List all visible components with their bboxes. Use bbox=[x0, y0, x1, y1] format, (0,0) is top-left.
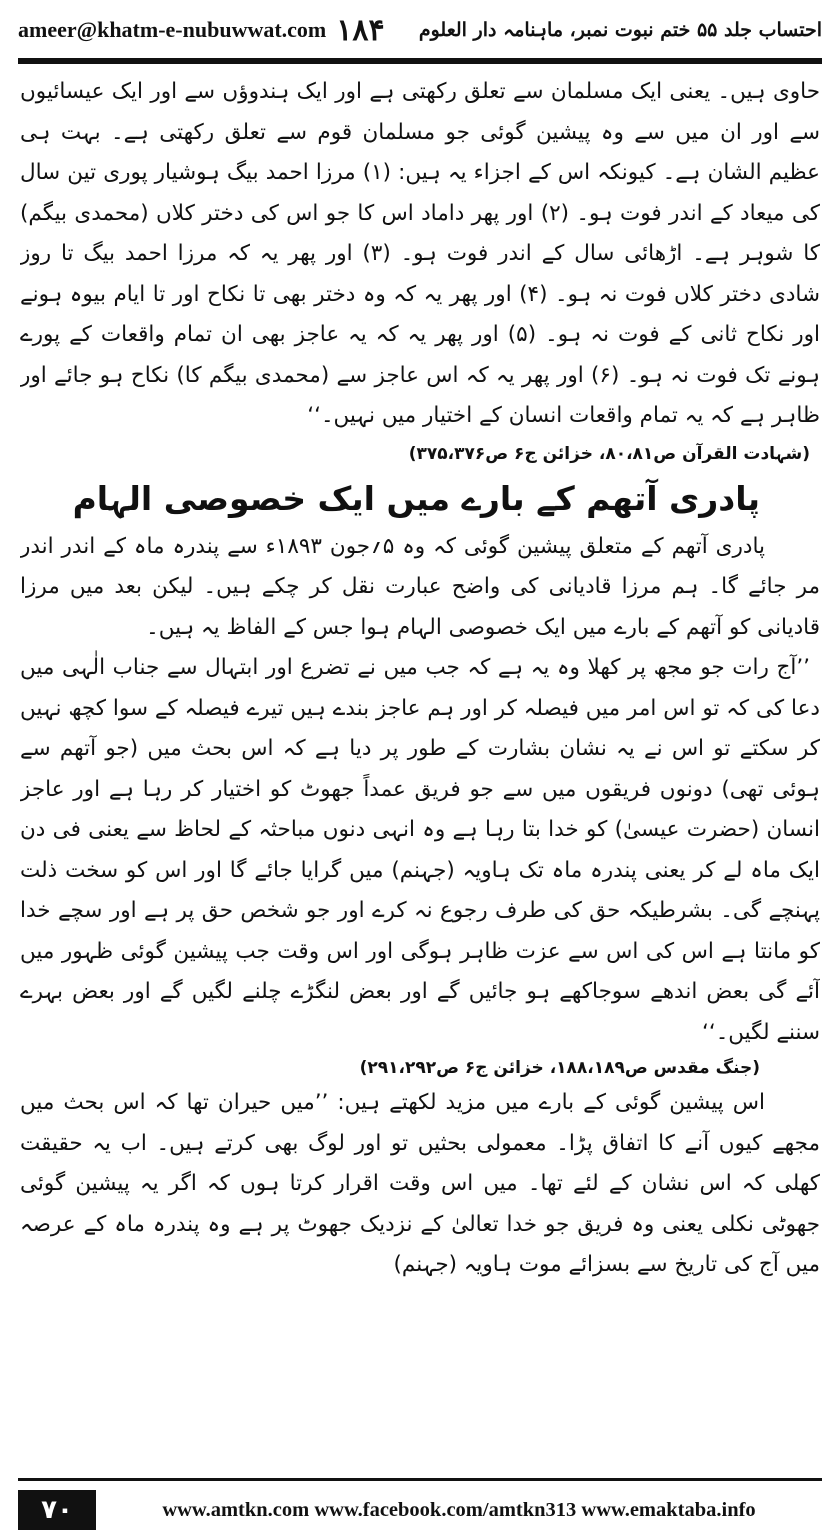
paragraph-3: اس پیشین گوئی کے بارے میں مزید لکھتے ہیں: ’’میں حیران تھا کہ اس بحث میں مجھے کیوں آنے کا اتفاق پڑا۔ معمولی بحثیں تو اور لوگ بھی کرتے ہیں۔ اب یہ حقیقت کھلی کہ اس نشان کے لئے تھا۔ میں اس وقت اقرار کرتا ہوں کہ اگر یہ پیشین گوئی جھوٹی نکلی یعنی وہ فریق جو خدا تعالیٰ کے نزدیک جھوٹ پر ہے وہ پندرہ ماہ کے عرصہ میں آج کی تاریخ سے بسزائے موت ہاویہ (جہنم) bbox=[20, 1090, 820, 1277]
header-left bbox=[18, 13, 385, 48]
paragraph-1: حاوی ہیں۔ یعنی ایک مسلمان سے تعلق رکھتی ہے اور ایک ہندوؤں سے اور ایک عیسائیوں سے اور ان میں سے وہ پیشین گوئی جو مسلمان قوم سے تعلق رکھتی ہے۔ بہت ہی عظیم الشان ہے۔ کیونکہ اس کے اجزاء یہ ہیں: (۱) مرزا احمد بیگ ہوشیار پوری تین سال کی میعاد کے اندر فوت ہو۔ (۲) اور پھر داماد اس کا جو اس کی دختر کلاں (محمدی بیگم) کا شوہر ہے۔ اڑھائی سال کے اندر فوت ہو۔ (۳) اور پھر یہ کہ مرزا احمد بیگ تا روز شادی دختر کلاں فوت نہ ہو۔ (۴) اور پھر یہ کہ وہ دختر بھی تا نکاح اور تا ایام بیوہ ہونے اور نکاح ثانی کے فوت نہ ہو۔ (۵) اور پھر یہ کہ یہ عاجز بھی ان تمام واقعات کے پورے ہونے تک فوت نہ ہو۔ (۶) اور پھر یہ کہ اس عاجز سے (محمدی بیگم کا) نکاح ہو جائے اور ظاہر ہے کہ یہ تمام واقعات انسان کے اختیار میں نہیں۔‘‘ bbox=[20, 79, 820, 428]
header-page-number: ۱۸۴ bbox=[336, 12, 385, 48]
citation-2: (جنگ مقدس ص۱۸۸،۱۸۹، خزائن ج۶ ص۲۹۱،۲۹۲) bbox=[359, 1058, 760, 1078]
footer-urls: www.amtkn.com www.facebook.com/amtkn313 www.emaktaba.info bbox=[162, 1498, 756, 1521]
footer-page-number: ۷۰ bbox=[18, 1490, 96, 1530]
section-heading: پادری آتھم کے بارے میں ایک خصوصی الہام bbox=[72, 478, 760, 518]
paragraph-2: پادری آتھم کے متعلق پیشین گوئی کہ وہ ۵؍جون ۱۸۹۳ء سے پندرہ ماہ کے اندر اندر مر جائے گا۔ ہم مرزا قادیانی کی واضح عبارت نقل کر چکے ہیں۔ لیکن بعد میں مرزا قادیانی کو آتھم کے بارے میں ایک خصوصی الہام ہوا جس کے الفاظ یہ ہیں۔ bbox=[20, 533, 820, 640]
page-header bbox=[18, 10, 822, 50]
header-divider bbox=[18, 58, 822, 64]
footer-divider bbox=[18, 1478, 822, 1481]
citation-1: (شہادت القرآن ص۸۰،۸۱، خزائن ج۶ ص۳۷۵،۳۷۶) bbox=[408, 443, 810, 464]
page-content bbox=[20, 72, 820, 1468]
page-footer bbox=[18, 1488, 822, 1532]
header-email: ameer@khatm-e-nubuwwat.com bbox=[18, 17, 327, 42]
quote-block: ’’آج رات جو مجھ پر کھلا وہ یہ ہے کہ جب میں نے تضرع اور ابتہال سے جناب الٰہی میں دعا کی کہ تو اس امر میں فیصلہ کر اور ہم عاجز بندے ہیں تیرے فیصلہ کے سوا کچھ نہیں کر سکتے تو اس نے یہ نشان بشارت کے طور پر دیا ہے کہ اس بحث میں (جو آتھم سے ہوئی تھی) دونوں فریقوں میں سے جو فریق عمداً جھوٹ کو اختیار کر رہا ہے اور عاجز انسان (حضرت عیسیٰ) کو خدا بتا رہا ہے وہ انہی دنوں مباحثہ کے لحاظ سے یعنی فی دن ایک ماہ لے کر یعنی پندرہ ماہ تک ہاویہ (جہنم) میں گرایا جائے گا اور اس کو سخت ذلت پہنچے گی۔ بشرطیکہ حق کی طرف رجوع نہ کرے اور جو شخص حق پر ہے اور سچے خدا کو مانتا ہے اس کی اس سے عزت ظاہر ہوگی اور اس وقت جب پیشین گوئی ظہور میں آئے گی بعض اندھے سوجاکھے ہو جائیں گے اور بعض لنگڑے چلنے لگیں گے اور بعض بہرے سننے لگیں۔‘‘ bbox=[20, 655, 820, 1045]
header-title: احتساب جلد ۵۵ ختم نبوت نمبر، ماہنامہ دار العلوم bbox=[418, 19, 822, 41]
